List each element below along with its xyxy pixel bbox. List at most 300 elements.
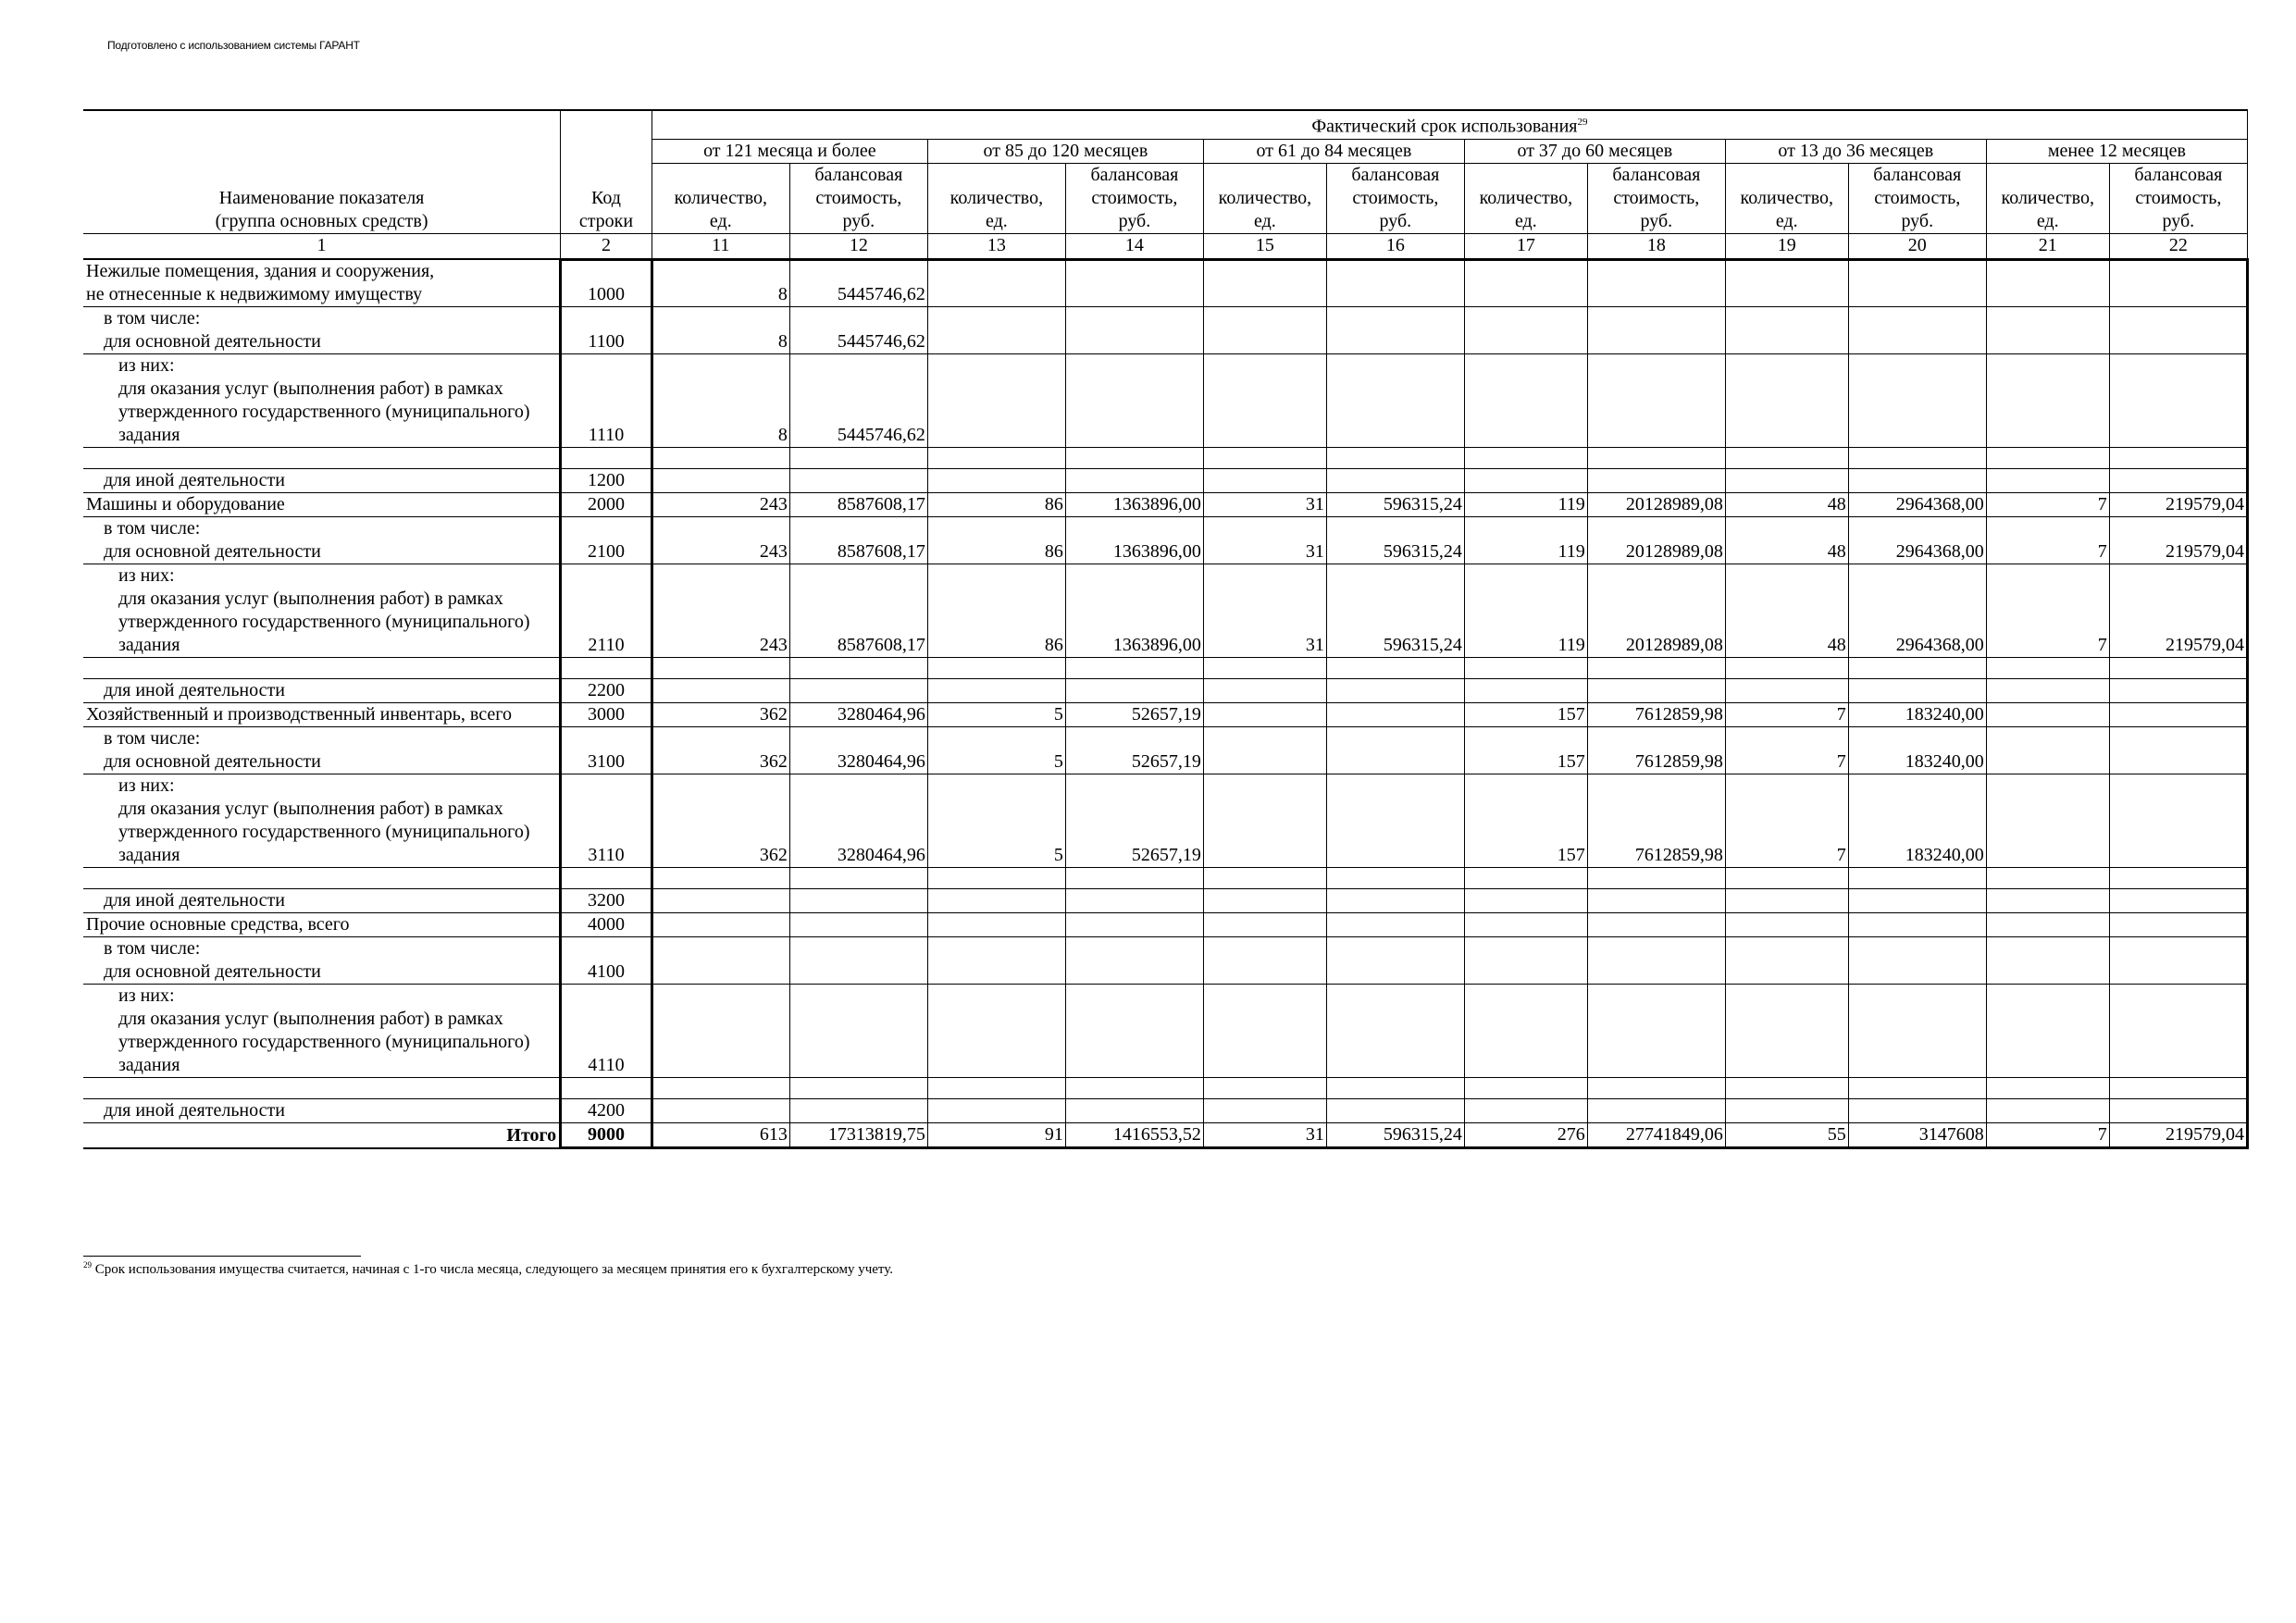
qty-cell: 86 [927, 493, 1065, 517]
qty-cell [1725, 469, 1848, 493]
column-number: 11 [652, 233, 789, 259]
qty-cell: 5 [927, 774, 1065, 868]
qty-header: количество, ед. [1464, 163, 1587, 233]
empty-cell [1203, 1078, 1326, 1099]
qty-cell [1725, 354, 1848, 448]
cost-cell [1587, 937, 1725, 985]
row-name: Прочие основные средства, всего [83, 913, 561, 937]
cost-cell [2109, 774, 2247, 868]
cost-cell: 596315,24 [1326, 493, 1464, 517]
qty-cell [1203, 727, 1326, 774]
row-name: для иной деятельности [83, 1099, 561, 1123]
qty-cell [1986, 727, 2109, 774]
empty-cell [1326, 1078, 1464, 1099]
qty-cell [927, 937, 1065, 985]
row-name: в том числе: для основной деятельности [83, 727, 561, 774]
qty-cell [1986, 469, 2109, 493]
qty-cell: 8 [652, 354, 789, 448]
total-row [83, 1123, 2248, 1148]
cost-cell [1326, 985, 1464, 1078]
cost-cell [1326, 937, 1464, 985]
qty-cell [927, 307, 1065, 354]
table-row [83, 307, 2248, 354]
empty-cell [561, 448, 652, 469]
empty-cell [1065, 868, 1203, 889]
spacer-row [83, 868, 2248, 889]
table-row [83, 703, 2248, 727]
qty-header: количество, ед. [927, 163, 1065, 233]
empty-cell [1326, 868, 1464, 889]
cost-cell [1326, 889, 1464, 913]
empty-cell [927, 1078, 1065, 1099]
cost-cell [1326, 703, 1464, 727]
cost-cell: 1363896,00 [1065, 493, 1203, 517]
period-group-3: от 61 до 84 месяцев [1203, 139, 1464, 163]
footnote-mark: 29 [83, 1260, 92, 1270]
row-name: в том числе: для основной деятельности [83, 937, 561, 985]
empty-cell [1065, 448, 1203, 469]
qty-cell [1986, 354, 2109, 448]
cost-cell: 7612859,98 [1587, 774, 1725, 868]
qty-cell: 7 [1725, 703, 1848, 727]
qty-cell [1725, 259, 1848, 307]
table-row [83, 985, 2248, 1078]
qty-cell [652, 937, 789, 985]
table-row [83, 774, 2248, 868]
empty-cell [1203, 658, 1326, 679]
cost-cell [1326, 727, 1464, 774]
table-row [83, 259, 2248, 307]
table-row [83, 1099, 2248, 1123]
qty-cell [1464, 985, 1587, 1078]
qty-cell: 86 [927, 564, 1065, 658]
row-name: для иной деятельности [83, 889, 561, 913]
period-group-4: от 37 до 60 месяцев [1464, 139, 1725, 163]
qty-header: количество, ед. [1725, 163, 1848, 233]
row-name: Нежилые помещения, здания и сооружения, не отнесенные к недвижимому имуществу [83, 259, 561, 307]
period-group-1: от 121 месяца и более [652, 139, 927, 163]
row-name: для иной деятельности [83, 679, 561, 703]
qty-cell: 119 [1464, 564, 1587, 658]
cost-cell [1326, 913, 1464, 937]
qty-cell: 7 [1986, 564, 2109, 658]
row-name: из них: для оказания услуг (выполнения работ) в рамках утвержденного государственного (муниципального) задания [83, 564, 561, 658]
qty-cell [1464, 354, 1587, 448]
qty-cell: 243 [652, 564, 789, 658]
qty-cell [1986, 259, 2109, 307]
column-number: 16 [1326, 233, 1464, 259]
column-number: 22 [2109, 233, 2247, 259]
row-name: в том числе: для основной деятельности [83, 517, 561, 564]
qty-cell [652, 889, 789, 913]
row-code: 4200 [561, 1099, 652, 1123]
qty-cell [1725, 679, 1848, 703]
qty-cell [1986, 937, 2109, 985]
qty-cell: 119 [1464, 493, 1587, 517]
qty-cell [1725, 913, 1848, 937]
qty-cell: 31 [1203, 1123, 1326, 1148]
qty-cell [1203, 469, 1326, 493]
row-name: из них: для оказания услуг (выполнения работ) в рамках утвержденного государственного (муниципального) задания [83, 985, 561, 1078]
qty-cell [1203, 259, 1326, 307]
table-row [83, 493, 2248, 517]
empty-cell [1587, 448, 1725, 469]
column-number: 13 [927, 233, 1065, 259]
empty-cell [1587, 1078, 1725, 1099]
cost-header: балансовая стоимость, руб. [1065, 163, 1203, 233]
qty-cell: 31 [1203, 493, 1326, 517]
qty-cell [1986, 307, 2109, 354]
qty-cell: 362 [652, 703, 789, 727]
empty-cell [1725, 448, 1848, 469]
empty-cell [1725, 868, 1848, 889]
cost-cell: 596315,24 [1326, 564, 1464, 658]
qty-cell: 362 [652, 727, 789, 774]
qty-cell [927, 469, 1065, 493]
row-code: 1100 [561, 307, 652, 354]
cost-header: балансовая стоимость, руб. [789, 163, 927, 233]
cost-cell [1326, 679, 1464, 703]
cost-cell: 5445746,62 [789, 259, 927, 307]
qty-cell [1464, 469, 1587, 493]
qty-cell: 31 [1203, 517, 1326, 564]
row-code: 3110 [561, 774, 652, 868]
empty-cell [1065, 1078, 1203, 1099]
qty-cell: 91 [927, 1123, 1065, 1148]
empty-cell [1464, 1078, 1587, 1099]
qty-cell: 157 [1464, 703, 1587, 727]
cost-cell: 3280464,96 [789, 727, 927, 774]
cost-cell: 3147608 [1848, 1123, 1986, 1148]
empty-cell [1986, 448, 2109, 469]
cost-cell [2109, 703, 2247, 727]
qty-cell: 362 [652, 774, 789, 868]
qty-cell [927, 259, 1065, 307]
qty-cell [1203, 703, 1326, 727]
row-code: 9000 [561, 1123, 652, 1148]
table-row [83, 889, 2248, 913]
qty-cell [1464, 1099, 1587, 1123]
spacer-row [83, 448, 2248, 469]
qty-header: количество, ед. [1203, 163, 1326, 233]
cost-cell [1587, 354, 1725, 448]
cost-cell [1326, 354, 1464, 448]
fixed-assets-table [83, 109, 2249, 1149]
cost-cell [1326, 307, 1464, 354]
cost-cell [1848, 307, 1986, 354]
qty-cell: 5 [927, 727, 1065, 774]
qty-cell [1464, 913, 1587, 937]
row-name: для иной деятельности [83, 469, 561, 493]
qty-cell [927, 985, 1065, 1078]
row-code: 2200 [561, 679, 652, 703]
cost-cell [1587, 259, 1725, 307]
cost-cell [1326, 774, 1464, 868]
empty-cell [1326, 448, 1464, 469]
cost-cell: 1416553,52 [1065, 1123, 1203, 1148]
cost-cell: 3280464,96 [789, 703, 927, 727]
cost-cell [1065, 354, 1203, 448]
cost-cell [2109, 889, 2247, 913]
cost-cell [2109, 913, 2247, 937]
empty-cell [652, 448, 789, 469]
empty-cell [2109, 658, 2247, 679]
qty-cell [1725, 937, 1848, 985]
empty-cell [1725, 1078, 1848, 1099]
cost-cell [2109, 727, 2247, 774]
code-column-header: Код строки [561, 110, 652, 233]
qty-header: количество, ед. [1986, 163, 2109, 233]
cost-cell [1848, 1099, 1986, 1123]
cost-cell [1587, 469, 1725, 493]
cost-cell: 596315,24 [1326, 517, 1464, 564]
footnote-text: Срок использования имущества считается, начиная с 1-го числа месяца, следующего за месяцем принятия его к бухгалтерскому учету. [92, 1262, 894, 1277]
qty-cell: 243 [652, 517, 789, 564]
cost-cell [1326, 1099, 1464, 1123]
qty-cell [927, 889, 1065, 913]
cost-cell [1065, 913, 1203, 937]
cost-cell: 2964368,00 [1848, 517, 1986, 564]
empty-cell [789, 1078, 927, 1099]
empty-cell [1848, 1078, 1986, 1099]
qty-cell [927, 354, 1065, 448]
row-code: 2000 [561, 493, 652, 517]
row-code: 4110 [561, 985, 652, 1078]
qty-cell [1986, 889, 2109, 913]
qty-cell: 243 [652, 493, 789, 517]
empty-cell [1464, 448, 1587, 469]
header-note: Подготовлено с использованием системы ГАРАНТ [107, 39, 360, 52]
cost-cell [1326, 469, 1464, 493]
empty-cell [1326, 658, 1464, 679]
qty-cell: 276 [1464, 1123, 1587, 1148]
empty-cell [1848, 658, 1986, 679]
empty-cell [789, 868, 927, 889]
column-number: 14 [1065, 233, 1203, 259]
empty-cell [1203, 868, 1326, 889]
column-number: 17 [1464, 233, 1587, 259]
row-code: 1110 [561, 354, 652, 448]
cost-cell [1065, 307, 1203, 354]
table-row [83, 679, 2248, 703]
qty-cell [652, 985, 789, 1078]
cost-cell [1065, 259, 1203, 307]
cost-cell [2109, 1099, 2247, 1123]
cost-cell: 20128989,08 [1587, 517, 1725, 564]
empty-cell [1848, 448, 1986, 469]
qty-cell [1725, 1099, 1848, 1123]
cost-cell [2109, 354, 2247, 448]
cost-cell: 17313819,75 [789, 1123, 927, 1148]
table-row [83, 727, 2248, 774]
cost-header: балансовая стоимость, руб. [2109, 163, 2247, 233]
qty-cell: 55 [1725, 1123, 1848, 1148]
qty-cell [1203, 937, 1326, 985]
cost-cell [1587, 1099, 1725, 1123]
cost-cell [1848, 469, 1986, 493]
empty-cell [1848, 868, 1986, 889]
cost-cell [2109, 937, 2247, 985]
cost-header: балансовая стоимость, руб. [1326, 163, 1464, 233]
qty-cell: 7 [1986, 517, 2109, 564]
column-number: 1 [83, 233, 561, 259]
qty-cell [1203, 679, 1326, 703]
qty-cell: 5 [927, 703, 1065, 727]
cost-cell [1065, 1099, 1203, 1123]
qty-cell [1725, 985, 1848, 1078]
cost-cell: 2964368,00 [1848, 564, 1986, 658]
spacer-row [83, 1078, 2248, 1099]
qty-cell [1986, 774, 2109, 868]
empty-cell [2109, 448, 2247, 469]
empty-cell [652, 1078, 789, 1099]
cost-cell [1848, 937, 1986, 985]
qty-cell [927, 679, 1065, 703]
cost-cell [2109, 679, 2247, 703]
row-name: Хозяйственный и производственный инвентарь, всего [83, 703, 561, 727]
empty-cell [652, 658, 789, 679]
table-row [83, 469, 2248, 493]
table-row [83, 354, 2248, 448]
table-row [83, 937, 2248, 985]
row-code: 3200 [561, 889, 652, 913]
qty-cell [1464, 679, 1587, 703]
empty-cell [1986, 868, 2109, 889]
empty-cell [1587, 868, 1725, 889]
cost-cell: 20128989,08 [1587, 564, 1725, 658]
empty-cell [1464, 868, 1587, 889]
qty-header: количество, ед. [652, 163, 789, 233]
qty-cell [1986, 703, 2109, 727]
qty-cell [1203, 913, 1326, 937]
empty-cell [83, 868, 561, 889]
cost-cell [1848, 354, 1986, 448]
cost-cell [789, 469, 927, 493]
cost-cell: 5445746,62 [789, 307, 927, 354]
column-number: 19 [1725, 233, 1848, 259]
table-row [83, 913, 2248, 937]
empty-cell [1986, 1078, 2109, 1099]
footnote-divider [83, 1256, 361, 1257]
row-code: 1200 [561, 469, 652, 493]
column-number: 18 [1587, 233, 1725, 259]
column-number: 12 [789, 233, 927, 259]
row-code: 3100 [561, 727, 652, 774]
qty-cell: 157 [1464, 727, 1587, 774]
cost-cell [1848, 679, 1986, 703]
empty-cell [1203, 448, 1326, 469]
cost-cell [1065, 679, 1203, 703]
qty-cell [1986, 913, 2109, 937]
qty-cell [1464, 307, 1587, 354]
empty-cell [927, 448, 1065, 469]
cost-cell [1065, 937, 1203, 985]
empty-cell [1065, 658, 1203, 679]
cost-cell: 219579,04 [2109, 1123, 2247, 1148]
cost-cell: 8587608,17 [789, 564, 927, 658]
cost-cell [789, 913, 927, 937]
cost-cell [1848, 913, 1986, 937]
cost-cell: 27741849,06 [1587, 1123, 1725, 1148]
row-name: из них: для оказания услуг (выполнения работ) в рамках утвержденного государственного (муниципального) задания [83, 354, 561, 448]
empty-cell [2109, 1078, 2247, 1099]
column-numbers-row [83, 233, 2248, 259]
cost-cell [2109, 985, 2247, 1078]
qty-cell: 119 [1464, 517, 1587, 564]
cost-cell: 8587608,17 [789, 493, 927, 517]
qty-cell [1464, 259, 1587, 307]
qty-cell: 48 [1725, 564, 1848, 658]
empty-cell [2109, 868, 2247, 889]
qty-cell: 613 [652, 1123, 789, 1148]
cost-cell: 2964368,00 [1848, 493, 1986, 517]
column-number: 15 [1203, 233, 1326, 259]
cost-cell [1326, 259, 1464, 307]
qty-cell: 48 [1725, 493, 1848, 517]
cost-cell [1587, 889, 1725, 913]
table-row [83, 517, 2248, 564]
cost-cell: 7612859,98 [1587, 727, 1725, 774]
cost-cell: 1363896,00 [1065, 517, 1203, 564]
qty-cell [927, 1099, 1065, 1123]
cost-cell [1065, 889, 1203, 913]
cost-cell: 183240,00 [1848, 727, 1986, 774]
period-group-5: от 13 до 36 месяцев [1725, 139, 1986, 163]
qty-cell: 7 [1725, 774, 1848, 868]
cost-cell [789, 679, 927, 703]
spacer-row [83, 658, 2248, 679]
cost-cell [2109, 259, 2247, 307]
qty-cell [1203, 985, 1326, 1078]
qty-cell: 157 [1464, 774, 1587, 868]
empty-cell [789, 658, 927, 679]
cost-cell: 52657,19 [1065, 703, 1203, 727]
qty-cell [1986, 985, 2109, 1078]
column-number: 20 [1848, 233, 1986, 259]
cost-cell: 219579,04 [2109, 517, 2247, 564]
qty-cell: 31 [1203, 564, 1326, 658]
empty-cell [1725, 658, 1848, 679]
cost-cell [1848, 259, 1986, 307]
qty-cell: 86 [927, 517, 1065, 564]
qty-cell [1725, 307, 1848, 354]
cost-cell: 52657,19 [1065, 727, 1203, 774]
empty-cell [1464, 658, 1587, 679]
cost-header: балансовая стоимость, руб. [1848, 163, 1986, 233]
cost-cell [789, 889, 927, 913]
empty-cell [83, 658, 561, 679]
empty-cell [789, 448, 927, 469]
cost-cell: 3280464,96 [789, 774, 927, 868]
row-code: 2100 [561, 517, 652, 564]
cost-cell: 5445746,62 [789, 354, 927, 448]
qty-cell [1203, 889, 1326, 913]
cost-cell: 183240,00 [1848, 703, 1986, 727]
qty-cell [652, 1099, 789, 1123]
column-number: 2 [561, 233, 652, 259]
cost-cell [1587, 679, 1725, 703]
period-group-6: менее 12 месяцев [1986, 139, 2247, 163]
row-name: Итого [83, 1123, 561, 1148]
cost-cell [1587, 307, 1725, 354]
cost-cell [1848, 889, 1986, 913]
empty-cell [561, 868, 652, 889]
cost-cell [1587, 913, 1725, 937]
qty-cell: 7 [1986, 493, 2109, 517]
qty-cell [1986, 1099, 2109, 1123]
row-code: 4000 [561, 913, 652, 937]
empty-cell [83, 448, 561, 469]
